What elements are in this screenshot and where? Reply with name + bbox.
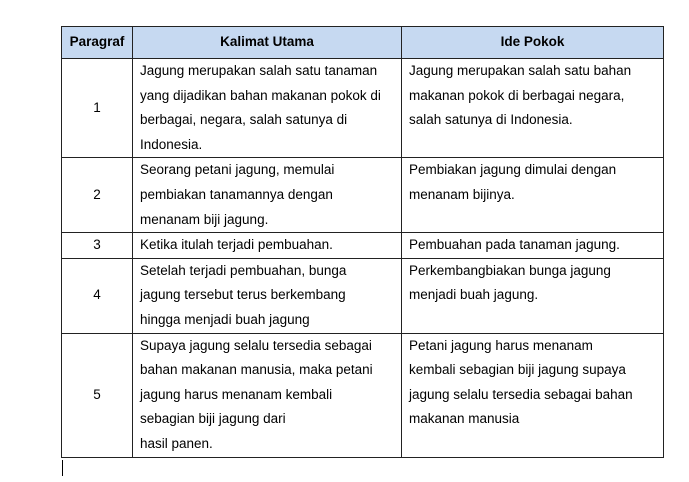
ide-pokok-line: Pembiakan jagung dimulai dengan (409, 162, 617, 178)
ide-pokok-cell (402, 233, 664, 259)
ide-pokok-line: Petani jagung harus menanam (409, 337, 593, 353)
kalimat-utama-line: Seorang petani jagung, memulai (140, 162, 335, 178)
ide-pokok-line: menjadi buah jagung. (409, 287, 539, 303)
ide-pokok-cell (402, 333, 664, 457)
paragraph-number: 3 (62, 233, 133, 259)
paragraph-number: 5 (62, 333, 133, 457)
paragraph-number: 1 (62, 59, 133, 158)
header-ide-pokok: Ide Pokok (402, 27, 664, 59)
header-kalimat-utama: Kalimat Utama (133, 27, 402, 59)
ide-pokok-line: menanam bijinya. (409, 186, 515, 202)
kalimat-utama-line: pembiakan tanamannya dengan (140, 186, 333, 202)
ide-pokok-line: jagung selalu tersedia sebagai bahan (409, 386, 633, 402)
kalimat-utama-line: yang dijadikan bahan makanan pokok di (140, 87, 381, 103)
kalimat-utama-cell (133, 158, 402, 233)
ide-pokok-line: kembali sebagian biji jagung supaya (409, 362, 626, 378)
kalimat-utama-line: Setelah terjadi pembuahan, bunga (140, 262, 347, 278)
kalimat-utama-line: hasil panen. (140, 435, 213, 451)
kalimat-utama-line: sebagian biji jagung dari (140, 411, 286, 427)
ide-pokok-line: makanan manusia (409, 411, 520, 427)
kalimat-utama-line: Supaya jagung selalu tersedia sebagai (140, 337, 372, 353)
table-row (62, 258, 664, 333)
ide-pokok-cell (402, 59, 664, 158)
kalimat-utama-line: menanam biji jagung. (140, 211, 269, 227)
kalimat-utama-cell (133, 59, 402, 158)
table-row (62, 233, 664, 259)
ide-pokok-line: Perkembangbiakan bunga jagung (409, 262, 611, 278)
kalimat-utama-cell (133, 258, 402, 333)
table-row (62, 59, 664, 158)
kalimat-utama-line: Indonesia. (140, 136, 203, 152)
ide-pokok-line: Pembuahan pada tanaman jagung. (409, 237, 620, 253)
ide-pokok-line: makanan pokok di berbagai negara, (409, 87, 625, 103)
table-row (62, 158, 664, 233)
ide-pokok-line: Jagung merupakan salah satu bahan (409, 63, 632, 78)
kalimat-utama-line: jagung tersebut terus berkembang (140, 287, 346, 303)
paragraph-number: 4 (62, 258, 133, 333)
kalimat-utama-line: Ketika itulah terjadi pembuahan. (140, 237, 333, 253)
kalimat-utama-line: berbagai, negara, salah satunya di (140, 112, 348, 128)
kalimat-utama-line: Jagung merupakan salah satu tanaman (140, 63, 378, 78)
kalimat-utama-line: hingga menjadi buah jagung (140, 311, 310, 327)
text-cursor (62, 460, 63, 476)
paragraph-table (61, 26, 664, 458)
kalimat-utama-line: jagung harus menanam kembali (140, 386, 333, 402)
header-paragraf: Paragraf (62, 27, 133, 59)
table-header-row (62, 27, 664, 59)
table-row (62, 333, 664, 457)
ide-pokok-cell (402, 258, 664, 333)
paragraph-number: 2 (62, 158, 133, 233)
kalimat-utama-cell (133, 333, 402, 457)
ide-pokok-cell (402, 158, 664, 233)
ide-pokok-line: salah satunya di Indonesia. (409, 112, 573, 128)
kalimat-utama-cell (133, 233, 402, 259)
kalimat-utama-line: bahan makanan manusia, maka petani (140, 362, 373, 378)
